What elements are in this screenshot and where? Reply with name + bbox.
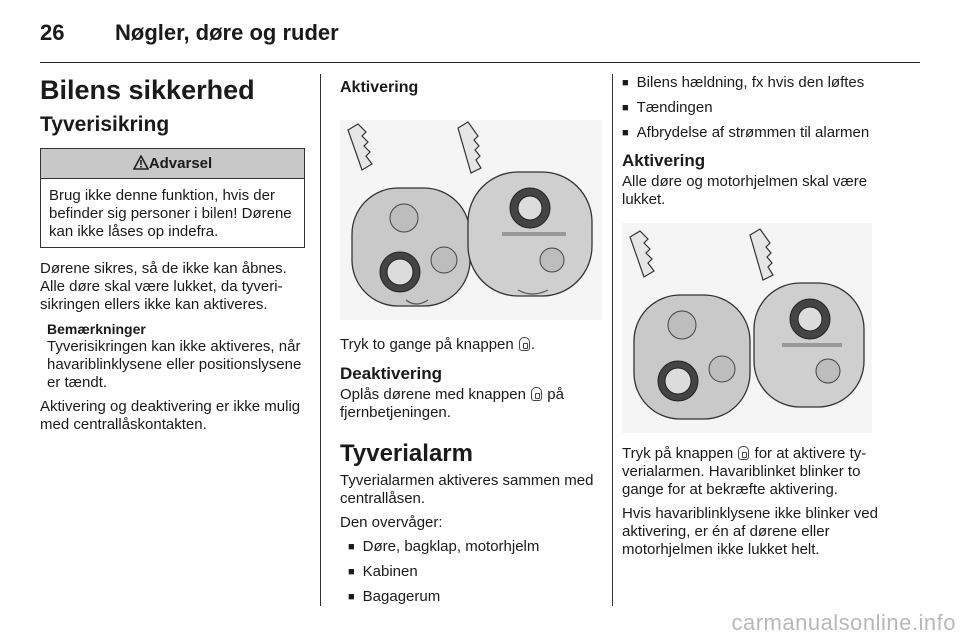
list-item: ■ Afbrydelse af strømmen til alarmen xyxy=(622,124,904,143)
paragraph: Tyverialarmen aktiveres sammen med centrallåsen. xyxy=(340,472,594,507)
paragraph xyxy=(622,445,904,499)
lock-button-icon xyxy=(738,446,749,460)
deaktivering-text: Oplås dørene med knappen xyxy=(340,386,526,403)
lock-button-icon xyxy=(519,337,530,351)
monitor-list xyxy=(340,538,602,607)
warning-text: Brug ikke denne funktion, hvis der befinder sig personer i bilen! Dørene kan ikke låses op indefra. xyxy=(49,187,292,240)
key-fob-image xyxy=(340,120,602,320)
warning-title: Advarsel xyxy=(148,155,213,172)
paragraph xyxy=(340,336,602,354)
aktivering-heading: Aktivering xyxy=(340,79,419,96)
note-title: Bemærkninger xyxy=(47,321,146,337)
warning-triangle-icon xyxy=(133,155,149,170)
key-fob-image xyxy=(622,223,872,433)
subsection-title: Tyverisikring xyxy=(40,113,170,136)
column-divider xyxy=(612,74,613,606)
column-middle xyxy=(340,74,602,613)
page-number: 26 xyxy=(40,20,65,45)
paragraph: Dørene sikres, så de ikke kan åbnes. Alle døre skal være lukket, da tyverisikringen ellers ikke kan aktiveres. xyxy=(40,260,287,313)
press-text-end: for at aktivere tyverialarmen. Havariblinket blinker to gange for at bekræfte aktivering. xyxy=(622,445,867,498)
warning-box xyxy=(40,148,305,248)
aktivering-heading: Aktivering xyxy=(622,151,706,170)
monitor-list-continued xyxy=(622,74,904,143)
list-item: ■ Kabinen xyxy=(348,563,602,582)
list-item: ■ Tændingen xyxy=(622,99,904,118)
paragraph xyxy=(340,386,602,422)
watermark: carmanualsonline.info xyxy=(731,610,956,635)
page-title: Nøgler, døre og ruder xyxy=(115,20,339,45)
press-text: Tryk på knappen xyxy=(622,445,734,462)
list-item: ■ Bilens hældning, fx hvis den løftes xyxy=(622,74,904,93)
column-right xyxy=(622,74,904,565)
alarm-heading: Tyverialarm xyxy=(340,440,473,467)
key-fob-illustration xyxy=(340,120,602,320)
list-item: ■ Døre, bagklap, motorhjelm xyxy=(348,538,602,557)
paragraph: Aktivering og deaktivering er ikke mulig med centrallåskontakten. xyxy=(40,398,301,433)
paragraph: Den overvåger: xyxy=(340,514,443,531)
key-fob-illustration xyxy=(622,223,872,433)
note-box xyxy=(40,320,305,392)
unlock-button-icon xyxy=(531,387,542,401)
warning-header xyxy=(41,149,304,179)
aktivering-text-end: . xyxy=(530,336,536,353)
note-text: Tyverisikringen kan ikke aktiveres, når havariblinklysene eller positionslysene er tændt. xyxy=(47,338,302,391)
aktivering-text: Tryk to gange på knappen xyxy=(340,336,514,353)
column-divider xyxy=(320,74,321,606)
paragraph: Hvis havariblinklysene ikke blinker ved aktivering, er én af dørene eller motorhjelmen ikke lukket helt. xyxy=(622,505,878,558)
paragraph: Alle døre og motorhjelmen skal være lukket. xyxy=(622,173,868,208)
deaktivering-heading: Deaktivering xyxy=(340,364,443,383)
section-title: Bilens sikkerhed xyxy=(40,75,255,105)
column-left xyxy=(40,74,305,440)
list-item: ■ Bagagerum xyxy=(348,588,602,607)
deaktivering-text-end: på fjernbetjeningen. xyxy=(340,386,564,421)
page-header xyxy=(40,18,920,63)
